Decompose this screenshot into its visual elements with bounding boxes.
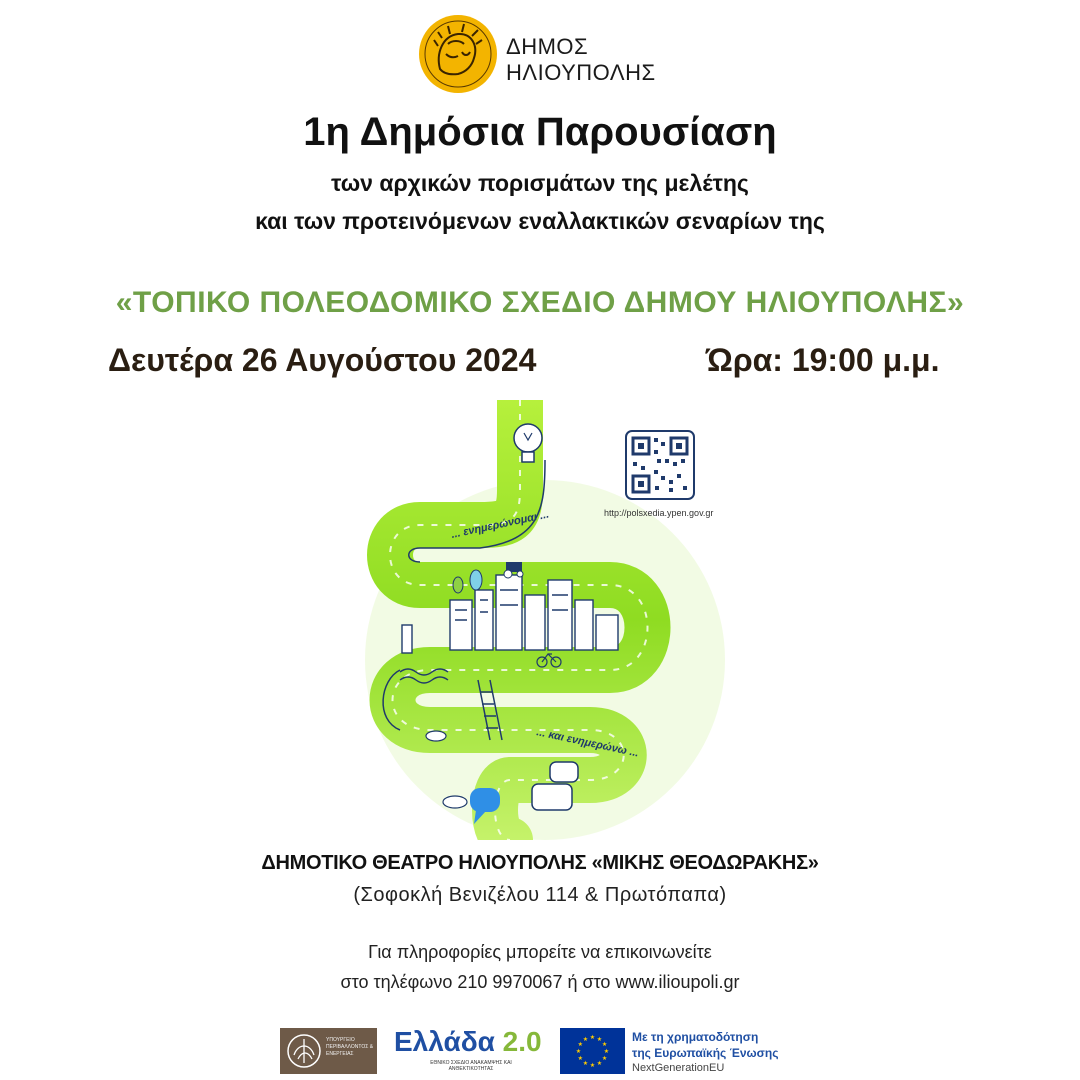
ministry-logo [280, 1028, 377, 1074]
eu-funding-line-3: NextGenerationEU [632, 1062, 725, 1074]
greece-2-0-subtitle: ΕΘΝΙΚΟ ΣΧΕΔΙΟ ΑΝΑΚΑΜΨΗΣ ΚΑΙ ΑΝΘΕΚΤΙΚΟΤΗΤΑΣ [430, 1060, 512, 1072]
greece-2-0-title [394, 1026, 542, 1058]
municipality-name-line2: ΗΛΙΟΥΠΟΛΗΣ [506, 60, 656, 85]
event-date: Δευτέρα 26 Αυγούστου 2024 [108, 342, 537, 378]
ministry-text: ΥΠΟΥΡΓΕΙΟ ΠΕΡΙΒΑΛΛΟΝΤΟΣ & ΕΝΕΡΓΕΙΑΣ [326, 1037, 374, 1057]
eu-star-icon: ★ [603, 1049, 610, 1055]
eu-star-icon: ★ [582, 1036, 589, 1043]
eu-star-icon: ★ [577, 1056, 584, 1062]
plan-name: «ΤΟΠΙΚΟ ΠΟΛΕΟΔΟΜΙΚΟ ΣΧΕΔΙΟ ΔΗΜΟΥ ΗΛΙΟΥΠΟΛΗΣ» [115, 286, 965, 319]
event-time: Ώρα: 19:00 μ.μ. [706, 342, 940, 378]
eu-star-icon: ★ [589, 1035, 596, 1041]
caption-top: ... ενημερώνομαι ... [450, 508, 551, 541]
greece-version: 2.0 [502, 1026, 542, 1057]
municipality-logo [418, 14, 498, 94]
venue-address: (Σοφοκλή Βενιζέλου 114 & Πρωτόπαπα) [353, 884, 727, 906]
eu-star-icon: ★ [596, 1061, 603, 1068]
info-line-2: στο τηλέφωνο 210 9970067 ή στο www.ilioupoli.gr [340, 972, 740, 992]
eu-flag-icon [560, 1028, 625, 1074]
eu-star-icon: ★ [575, 1049, 582, 1055]
eu-funding-line-1: Με τη χρηματοδότηση [632, 1030, 759, 1044]
municipality-name [506, 34, 656, 86]
eu-star-icon: ★ [582, 1061, 589, 1068]
subtitle-line-2: και των προτεινόμενων εναλλακτικών σεναρίων της [255, 208, 825, 234]
greece-word: Ελλάδα [394, 1026, 495, 1057]
ministry-emblem-icon [286, 1033, 322, 1069]
eu-funding-line-2: της Ευρωπαϊκής Ένωσης [632, 1046, 779, 1060]
eu-star-icon: ★ [589, 1063, 596, 1069]
eu-star-icon: ★ [601, 1042, 608, 1048]
caption-bottom: ... και ενημερώνω ... [535, 726, 640, 760]
qr-code-icon[interactable] [625, 430, 695, 500]
eu-star-icon: ★ [601, 1056, 608, 1062]
subtitle-line-1: των αρχικών πορισμάτων της μελέτης [331, 170, 749, 196]
municipality-name-line1: ΔΗΜΟΣ [506, 34, 589, 59]
coin-head-icon [418, 14, 498, 94]
eu-star-icon: ★ [596, 1036, 603, 1043]
info-line-1: Για πληροφορίες μπορείτε να επικοινωνείτε [368, 942, 712, 962]
venue-name: ΔΗΜΟΤΙΚΟ ΘΕΑΤΡΟ ΗΛΙΟΥΠΟΛΗΣ «ΜΙΚΗΣ ΘΕΟΔΩΡΑΚΗΣ» [261, 852, 819, 874]
qr-url-link[interactable]: http://polsxedia.ypen.gov.gr [604, 508, 714, 518]
page-title: 1η Δημόσια Παρουσίαση [303, 110, 777, 154]
eu-star-icon: ★ [577, 1042, 584, 1048]
greece-2-0-logo [394, 1026, 546, 1076]
